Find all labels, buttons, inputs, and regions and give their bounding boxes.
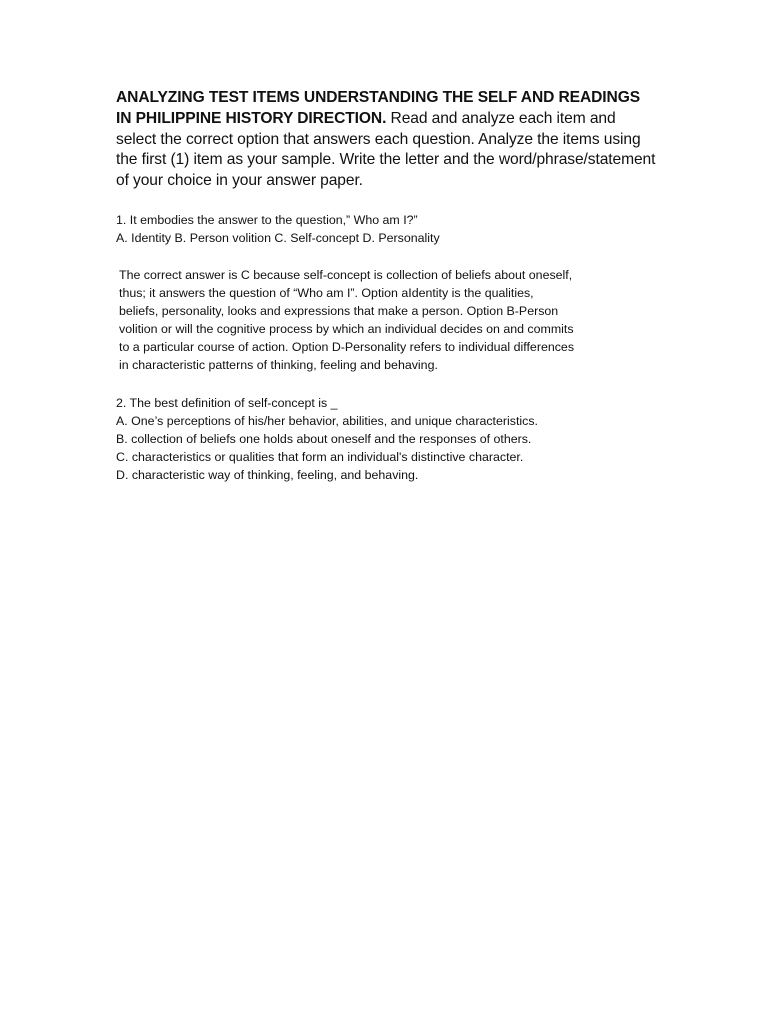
explanation-line: volition or will the cognitive process by which an individual decides on and commits [119,322,574,336]
explanation-line: to a particular course of action. Option D-Personality refers to individual differences [119,340,575,354]
explanation-line: thus; it answers the question of “Who am I”. Option aIdentity is the qualities, [119,286,534,300]
directions-title: ANALYZING TEST ITEMS UNDERSTANDING THE SELF AND READINGS IN PHILIPPINE HISTORY DIRECTION. [116,89,641,127]
question-1-stem: 1. It embodies the answer to the question,” Who am I?” [116,213,418,227]
question-2-option-a: A. One’s perceptions of his/her behavior, abilities, and unique characteristics. [116,414,538,428]
question-1-options: A. Identity B. Person volition C. Self-concept D. Personality [116,231,440,245]
question-2-option-d: D. characteristic way of thinking, feeling, and behaving. [116,468,419,482]
directions-paragraph [116,88,656,192]
explanation-line: The correct answer is C because self-concept is collection of beliefs about oneself, [119,268,573,282]
sample-answer-explanation [119,266,659,374]
directions-instructions: Read and analyze each item and select the correct option that answers each question. Analyze the items using the first (1) item as your sample. Write the letter and the word/phrase/statement of your choice in your answer paper. [116,109,656,190]
explanation-line: in characteristic patterns of thinking, feeling and behaving. [119,358,438,372]
explanation-line: beliefs, personality, looks and expressions that make a person. Option B-Person [119,304,559,318]
question-2-option-b: B. collection of beliefs one holds about oneself and the responses of others. [116,432,532,446]
question-2-option-c: C. characteristics or qualities that form an individual's distinctive character. [116,450,524,464]
question-2-stem: 2. The best definition of self-concept is _ [116,396,338,410]
question-2 [116,394,656,484]
question-1 [116,211,656,247]
